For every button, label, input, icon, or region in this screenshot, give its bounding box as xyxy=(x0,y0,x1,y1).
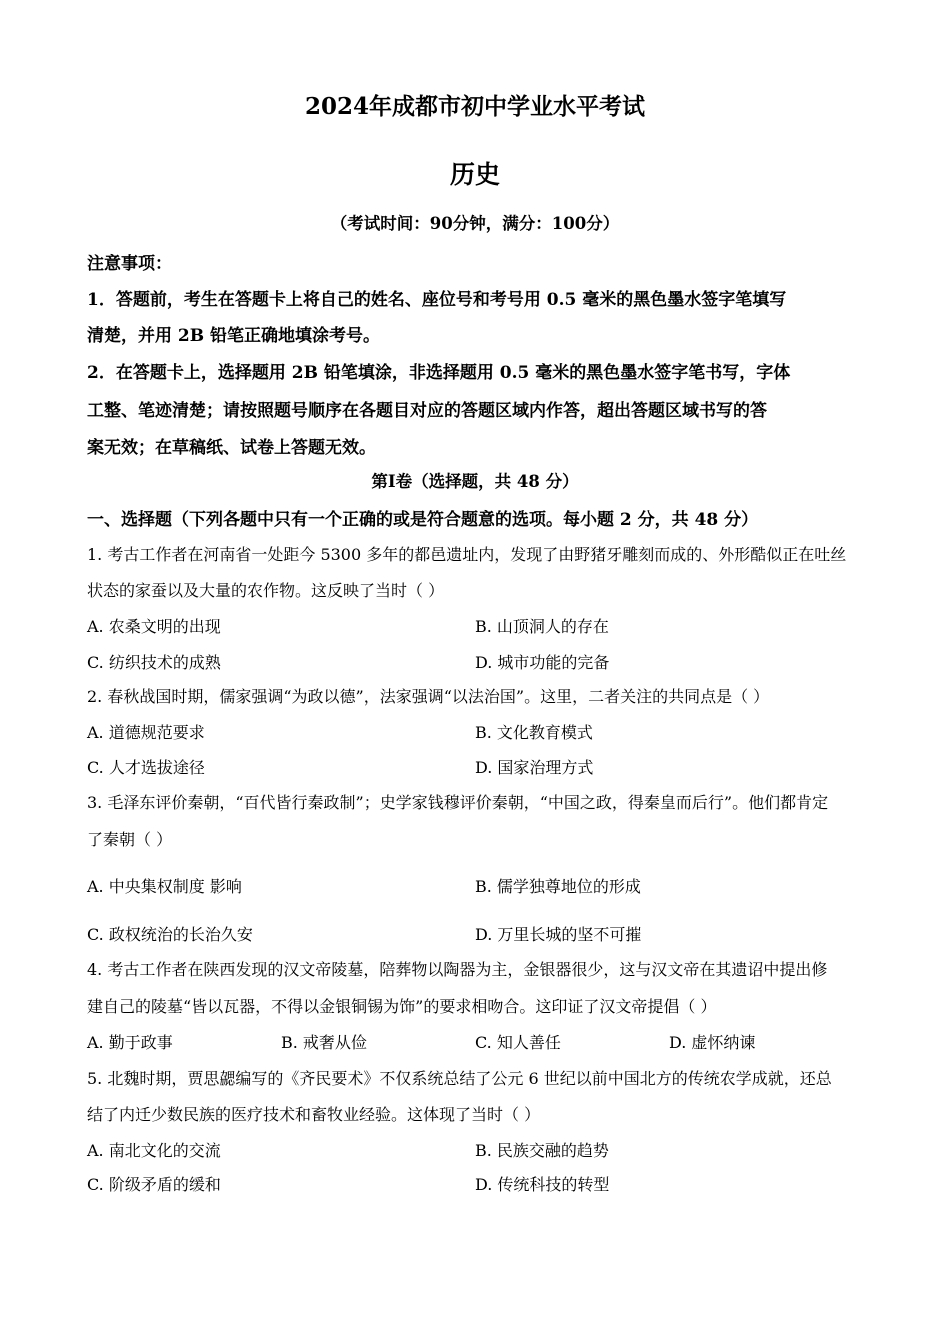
question-3-option-c: C. 政权统治的长治久安 xyxy=(87,925,253,944)
question-5-option-b: B. 民族交融的趋势 xyxy=(475,1141,609,1160)
question-3-option-b: B. 儒学独尊地位的形成 xyxy=(475,877,641,896)
question-4-option-a: A. 勤于政事 xyxy=(87,1033,173,1052)
question-4-option-b: B. 戒奢从俭 xyxy=(281,1033,367,1052)
question-4-stem-line-2: 建自己的陵墓“皆以瓦器，不得以金银铜锡为饰”的要求相吻合。这印证了汉文帝提倡（ ） xyxy=(87,997,717,1016)
question-3-option-a: A. 中央集权制度 影响 xyxy=(87,877,242,896)
notice-item-2-line-1: 2．在答题卡上，选择题用 2B 铅笔填涂，非选择题用 0.5 毫米的黑色墨水签字笔书写，字体 xyxy=(87,363,791,383)
question-2-option-d: D. 国家治理方式 xyxy=(475,758,594,777)
question-3-stem-line-2: 了秦朝（ ） xyxy=(87,830,173,849)
question-1-option-d: D. 城市功能的完备 xyxy=(475,653,610,672)
exam-time-info: （考试时间：90分钟，满分：100分） xyxy=(330,214,620,233)
question-4-option-d: D. 虚怀纳谏 xyxy=(669,1033,756,1052)
exam-title: 2024年成都市初中学业水平考试 xyxy=(304,93,645,120)
notice-item-1-line-2: 清楚，并用 2B 铅笔正确地填涂考号。 xyxy=(87,326,381,346)
question-5-option-d: D. 传统科技的转型 xyxy=(475,1175,610,1194)
question-1-option-a: A. 农桑文明的出现 xyxy=(87,617,221,636)
question-2-option-a: A. 道德规范要求 xyxy=(87,723,205,742)
question-1-stem-line-2: 状态的家蚕以及大量的农作物。这反映了当时（ ） xyxy=(87,581,445,600)
notice-item-1-line-1: 1．答题前，考生在答题卡上将自己的姓名、座位号和考号用 0.5 毫米的黑色墨水签字笔填写 xyxy=(87,290,787,310)
question-2-option-b: B. 文化教育模式 xyxy=(475,723,593,742)
question-5-stem-line-1: 5. 北魏时期，贾思勰编写的《齐民要术》不仅系统总结了公元 6 世纪以前中国北方的传统农学成就，还总 xyxy=(87,1069,832,1088)
question-3-option-d: D. 万里长城的坚不可摧 xyxy=(475,925,642,944)
question-1-option-b: B. 山顶洞人的存在 xyxy=(475,617,609,636)
question-3-stem-line-1: 3. 毛泽东评价秦朝，“百代皆行秦政制”；史学家钱穆评价秦朝，“中国之政，得秦皇而后行”。他们都肯定 xyxy=(87,793,829,812)
subject-title: 历史 xyxy=(449,160,500,189)
question-5-option-c: C. 阶级矛盾的缓和 xyxy=(87,1175,221,1194)
notice-heading: 注意事项： xyxy=(87,254,172,274)
part-title: 一、选择题（下列各题中只有一个正确的或是符合题意的选项。每小题 2 分，共 48 分） xyxy=(87,510,759,530)
volume-title: 第Ⅰ卷（选择题，共 48 分） xyxy=(371,472,579,491)
notice-item-2-line-2: 工整、笔迹清楚；请按照题号顺序在各题目对应的答题区域内作答，超出答题区域书写的答 xyxy=(87,401,767,421)
question-5-stem-line-2: 结了内迁少数民族的医疗技术和畜牧业经验。这体现了当时（ ） xyxy=(87,1105,541,1124)
question-1-option-c: C. 纺织技术的成熟 xyxy=(87,653,221,672)
question-2-option-c: C. 人才选拔途径 xyxy=(87,758,205,777)
notice-item-2-line-3: 案无效；在草稿纸、试卷上答题无效。 xyxy=(87,438,376,458)
question-4-stem-line-1: 4. 考古工作者在陕西发现的汉文帝陵墓，陪葬物以陶器为主，金银器很少，这与汉文帝在其遗诏中提出修 xyxy=(87,960,828,979)
question-2-stem-line-1: 2. 春秋战国时期，儒家强调“为政以德”，法家强调“以法治国”。这里，二者关注的共同点是（ ） xyxy=(87,687,770,706)
question-1-stem-line-1: 1. 考古工作者在河南省一处距今 5300 多年的都邑遗址内，发现了由野猪牙雕刻而成的、外形酷似正在吐丝 xyxy=(87,545,847,564)
question-5-option-a: A. 南北文化的交流 xyxy=(87,1141,221,1160)
question-4-option-c: C. 知人善任 xyxy=(475,1033,561,1052)
